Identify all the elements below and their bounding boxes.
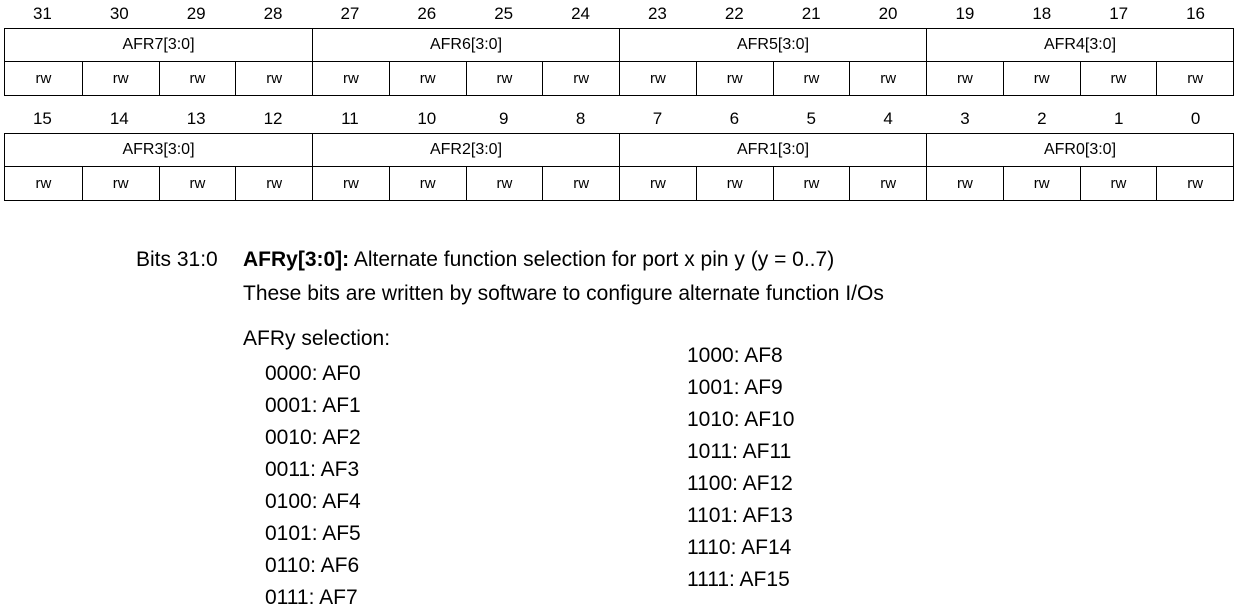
selection-option: 0010: AF2 [265,426,361,449]
bit-number: 27 [340,4,360,23]
register-high-half [4,0,1234,96]
register-low-half [4,105,1234,201]
register-field: AFR5[3:0] [619,29,926,61]
access-type: rw [82,62,159,95]
access-type: rw [1156,62,1233,95]
selection-title: AFRy selection: [243,327,391,350]
register-field: AFR0[3:0] [926,134,1233,166]
bit-number: 24 [571,4,591,23]
access-type: rw [1080,167,1157,200]
bit-range: Bits 31:0 [136,248,218,271]
bit-number: 23 [647,4,667,23]
field-summary: Alternate function selection for port x pin y (y = 0..7) [353,248,835,271]
bit-number: 7 [652,109,663,128]
access-type: rw [619,62,696,95]
bit-number-row [4,105,1234,133]
selection-option: 0101: AF5 [265,522,361,545]
access-type: rw [696,62,773,95]
bit-number: 8 [575,109,586,128]
access-type: rw [849,62,926,95]
bit-number: 16 [1186,4,1206,23]
access-type: rw [235,62,312,95]
bit-number: 6 [729,109,740,128]
bit-number: 4 [883,109,893,128]
access-row [4,167,1234,201]
access-type: rw [926,62,1003,95]
bit-number: 17 [1109,4,1129,23]
bit-number: 22 [724,4,744,23]
bit-number: 30 [109,4,129,23]
bit-number: 12 [263,109,283,128]
bit-number: 15 [32,109,52,128]
access-type: rw [1080,62,1157,95]
selection-option: 0011: AF3 [265,458,360,481]
register-field: AFR2[3:0] [312,134,619,166]
access-type: rw [849,167,926,200]
access-type: rw [312,167,389,200]
field-name-row [4,133,1234,167]
selection-option: 1110: AF14 [687,536,792,559]
register-field: AFR4[3:0] [926,29,1233,61]
access-type: rw [235,167,312,200]
bit-number: 29 [186,4,206,23]
access-type: rw [466,62,543,95]
bit-number: 2 [1037,109,1047,128]
bit-number-row [4,0,1234,28]
bit-number: 1 [1113,109,1124,128]
bit-number: 18 [1032,4,1052,23]
access-type: rw [1156,167,1233,200]
bit-number: 20 [878,4,898,23]
access-type: rw [773,167,850,200]
access-type: rw [159,62,236,95]
selection-option: 0100: AF4 [265,490,361,513]
access-type: rw [773,62,850,95]
access-type: rw [466,167,543,200]
register-field: AFR1[3:0] [619,134,926,166]
bit-number: 11 [341,109,359,128]
field-description-heading [136,244,834,276]
access-type: rw [696,167,773,200]
access-type: rw [1003,62,1080,95]
selection-option: 0001: AF1 [265,394,361,417]
access-type: rw [926,167,1003,200]
bit-number: 10 [417,109,437,128]
selection-option: 1000: AF8 [687,344,783,367]
selection-option: 1001: AF9 [687,376,783,399]
selection-list-right [687,340,794,596]
selection-option: 0110: AF6 [265,554,360,577]
access-type: rw [312,62,389,95]
bit-number: 3 [960,109,970,128]
access-row [4,62,1234,96]
register-field: AFR3[3:0] [122,141,195,158]
field-name-row [4,28,1234,62]
bit-number: 13 [186,109,206,128]
bit-number: 31 [32,4,52,23]
access-type: rw [35,175,52,192]
field-name: AFRy[3:0]: [243,248,350,271]
access-type: rw [542,62,619,95]
bit-number: 28 [263,4,283,23]
selection-option: 1010: AF10 [687,408,795,431]
selection-option: 0111: AF7 [265,586,358,609]
access-type: rw [35,70,52,87]
bit-number: 21 [801,4,821,23]
selection-option: 1101: AF13 [687,504,793,527]
selection-option: 1011: AF11 [687,440,792,463]
access-type: rw [159,167,236,200]
register-field: AFR6[3:0] [312,29,619,61]
selection-option: 0000: AF0 [265,362,361,385]
selection-option: 1100: AF12 [687,472,793,495]
field-detail: These bits are written by software to configure alternate function I/Os [243,282,884,305]
bit-number: 14 [109,109,129,128]
access-type: rw [542,167,619,200]
selection-option: 1111: AF15 [687,568,790,591]
bit-number: 0 [1190,109,1201,128]
selection-list-left [265,358,361,614]
access-type: rw [389,62,466,95]
bit-number: 5 [806,109,816,128]
access-type: rw [1003,167,1080,200]
access-type: rw [82,167,159,200]
access-type: rw [389,167,466,200]
access-type: rw [619,167,696,200]
bit-number: 19 [955,4,975,23]
register-field: AFR7[3:0] [122,36,195,53]
bit-number: 26 [417,4,437,23]
bit-number: 25 [494,4,514,23]
bit-number: 9 [498,109,509,128]
